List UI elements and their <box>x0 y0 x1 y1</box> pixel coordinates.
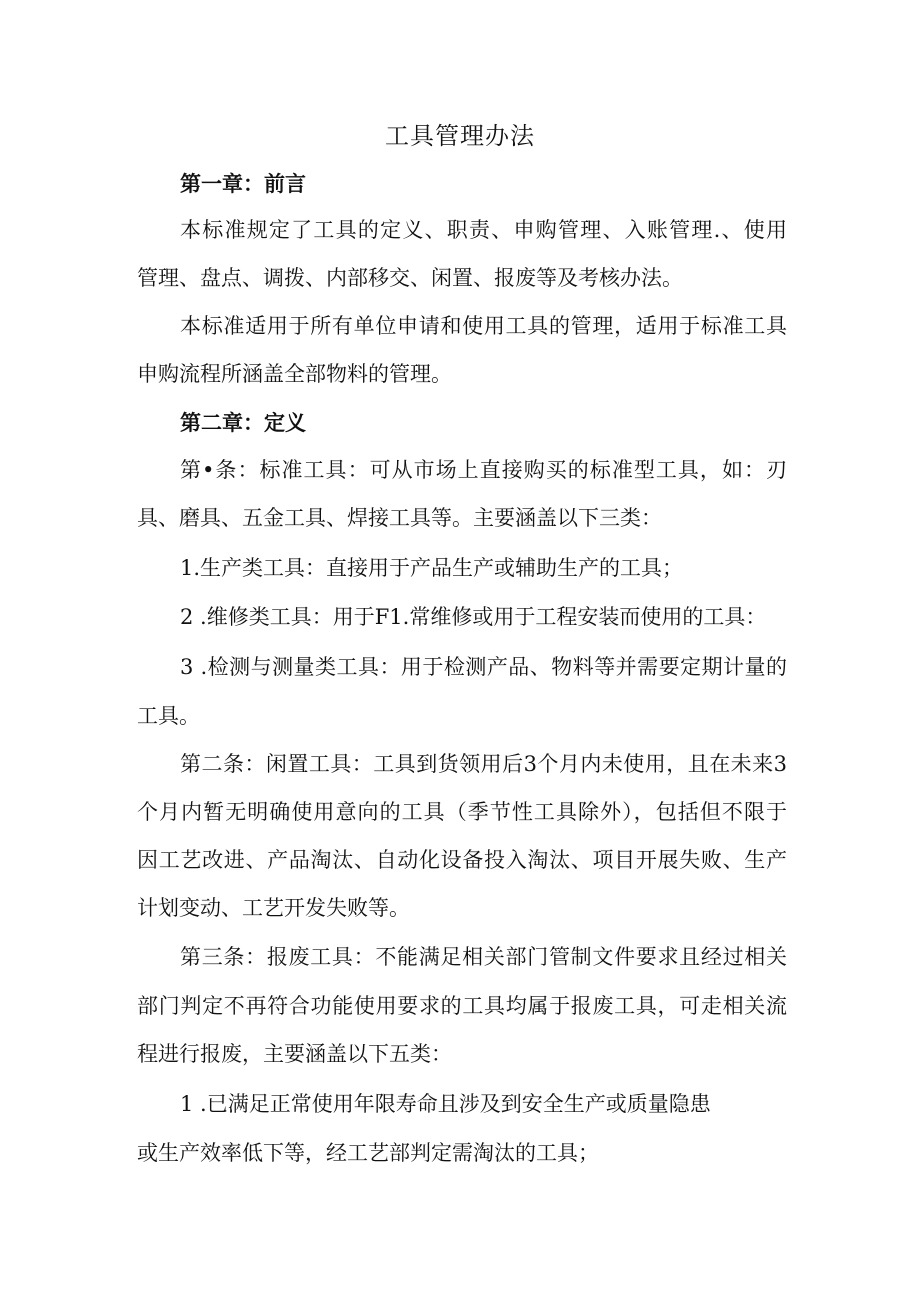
article-3-line-1: 第三条：报废工具：不能满足相关部门管制文件要求且经过相关 <box>180 945 787 969</box>
article-3-item-1-line-1: 1 .已满足正常使用年限寿命且涉及到安全生产或质量隐患 <box>180 1092 711 1116</box>
article-1-line-2: 具、磨具、五金工具、焊接工具等。主要涵盖以下三类： <box>137 506 662 530</box>
article-1-line-1: 第•条：标准工具：可从市场上直接购买的标准型工具，如：刃 <box>180 458 787 482</box>
article-1-item-3-line-2: 工具。 <box>137 704 200 728</box>
article-3-line-3: 程进行报废，主要涵盖以下五类： <box>137 1042 452 1066</box>
chapter-1-heading: 第一章：前言 <box>180 172 306 196</box>
article-3-line-2: 部门判定不再符合功能使用要求的工具均属于报废工具，可走相关流 <box>137 994 787 1018</box>
paragraph-2-line-2: 申购流程所涵盖全部物料的管理。 <box>137 362 452 386</box>
paragraph-1-line-2: 管理、盘点、调拨、内部移交、闲置、报废等及考核办法。 <box>137 266 683 290</box>
article-1-item-2: 2 .维修类工具：用于F1.常维修或用于工程安装而使用的工具： <box>180 605 767 629</box>
article-3-item-1-line-2: 或生产效率低下等，经工艺部判定需淘汰的工具； <box>137 1141 599 1165</box>
article-2-line-1: 第二条：闲置工具：工具到货领用后3个月内未使用，且在未来3 <box>180 752 787 776</box>
document-title: 工具管理办法 <box>385 122 535 150</box>
article-2-line-3: 因工艺改进、产品淘汰、自动化设备投入淘汰、项目开展失败、生产 <box>137 848 787 872</box>
article-2-line-2: 个月内暂无明确使用意向的工具（季节性工具除外），包括但不限于 <box>137 800 787 824</box>
article-1-item-1: 1.生产类工具：直接用于产品生产或辅助生产的工具； <box>180 556 684 580</box>
chapter-2-heading: 第二章：定义 <box>180 411 306 435</box>
article-2-line-4: 计划变动、工艺开发失败等。 <box>137 896 410 920</box>
paragraph-2-line-1: 本标准适用于所有单位申请和使用工具的管理，适用于标准工具 <box>180 314 787 338</box>
paragraph-1-line-1: 本标准规定了工具的定义、职责、申购管理、入账管理.、使用 <box>180 218 787 242</box>
article-1-item-3-line-1: 3 .检测与测量类工具：用于检测产品、物料等并需要定期计量的 <box>180 655 787 679</box>
